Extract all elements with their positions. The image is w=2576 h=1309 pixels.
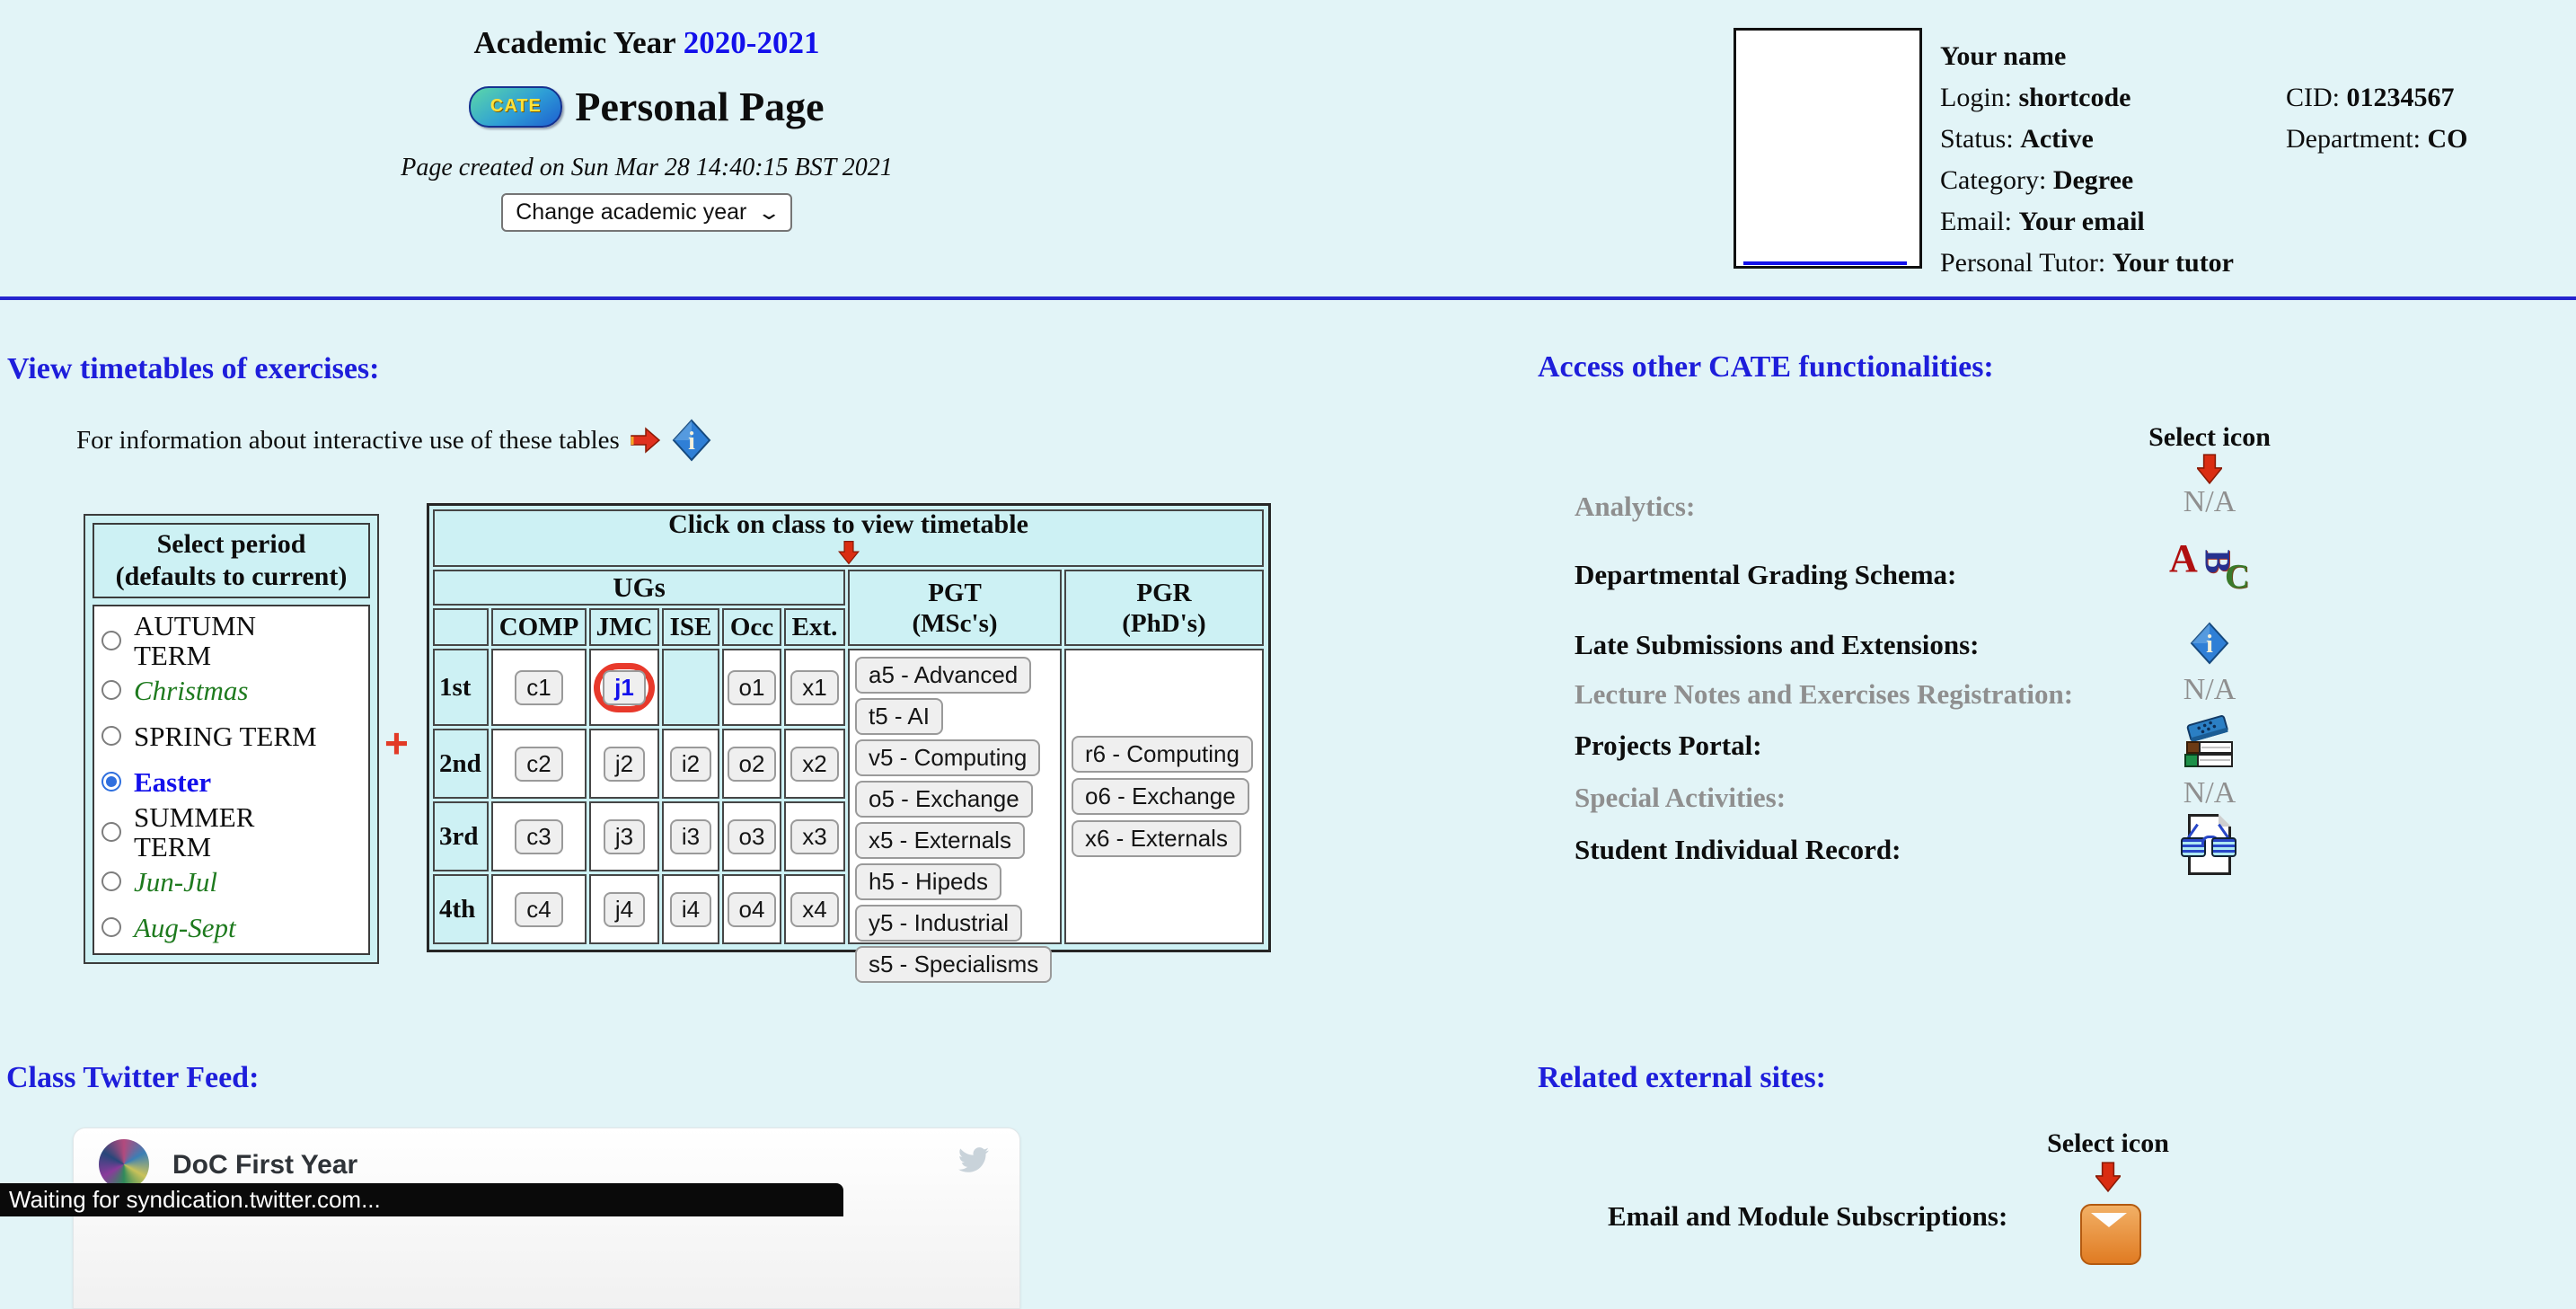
row-label-4th: 4th xyxy=(433,874,489,944)
timetable-title: Click on class to view timetable xyxy=(668,509,1028,539)
class-button-v5[interactable]: v5 - Computing xyxy=(855,739,1040,776)
photo-underline xyxy=(1743,261,1907,265)
info-diamond-icon[interactable] xyxy=(2190,622,2229,665)
abc-letter-a: A xyxy=(2169,536,2198,580)
category-value: Degree xyxy=(2052,165,2134,195)
select-period-title-line1: Select period xyxy=(156,529,306,559)
class-button-j1[interactable]: j1 xyxy=(603,670,646,705)
period-option-easter[interactable] xyxy=(101,763,361,800)
class-button-i2[interactable]: i2 xyxy=(670,747,711,782)
func-label-lecture-notes: Lecture Notes and Exercises Registration: xyxy=(1575,678,2074,710)
option-label: SUMMER xyxy=(134,800,255,833)
class-cell xyxy=(491,649,587,726)
class-button-o6[interactable]: o6 - Exchange xyxy=(1072,778,1249,815)
class-button-j4[interactable]: j4 xyxy=(604,892,645,927)
class-button-o2[interactable]: o2 xyxy=(728,747,777,782)
class-button-s5[interactable]: s5 - Specialisms xyxy=(855,946,1052,983)
books-stack-icon[interactable] xyxy=(2182,713,2237,776)
option-label: TERM xyxy=(134,639,212,671)
user-info-block xyxy=(1940,36,2569,284)
change-academic-year-value: Change academic year xyxy=(516,199,747,225)
red-down-arrow-icon xyxy=(835,540,862,565)
academic-year-line xyxy=(251,25,1042,61)
chevron-down-icon: ⌄ xyxy=(756,200,782,224)
option-label: AUTUMN xyxy=(134,609,257,641)
info-diamond-icon[interactable] xyxy=(672,419,711,462)
email-subscriptions-icon[interactable] xyxy=(2080,1204,2141,1265)
class-cell xyxy=(491,874,587,944)
change-academic-year-select[interactable] xyxy=(501,193,792,232)
class-cell xyxy=(662,801,719,871)
option-label: TERM xyxy=(134,830,212,862)
pgr-header-line1: PGR xyxy=(1136,578,1192,607)
row-label-2nd: 2nd xyxy=(433,729,489,799)
twitter-feed-heading: Class Twitter Feed: xyxy=(6,1061,260,1094)
option-label: Jun-Jul xyxy=(134,865,217,898)
red-right-arrow-icon xyxy=(629,426,663,455)
user-photo-placeholder xyxy=(1734,28,1922,269)
record-glasses-icon[interactable] xyxy=(2181,814,2238,879)
category-label: Category: xyxy=(1940,165,2047,195)
class-button-j2[interactable]: j2 xyxy=(604,747,645,782)
col-header-jmc: JMC xyxy=(589,608,659,646)
func-label-grading-schema: Departmental Grading Schema: xyxy=(1575,559,1957,590)
red-down-arrow-icon xyxy=(2197,453,2222,485)
abc-letter-c: C xyxy=(2225,558,2250,596)
select-period-title-line2: (defaults to current) xyxy=(115,562,348,591)
tutor-label: Personal Tutor: xyxy=(1940,248,2106,278)
class-button-x1[interactable]: x1 xyxy=(790,670,838,705)
login-label: Login: xyxy=(1940,83,2012,112)
info-letter: i xyxy=(687,428,695,455)
tutor-value: Your tutor xyxy=(2112,248,2234,278)
option-label: Christmas xyxy=(134,674,249,706)
radio-christmas[interactable] xyxy=(101,680,121,700)
period-option-christmas[interactable] xyxy=(101,671,361,709)
external-sites-heading: Related external sites: xyxy=(1538,1061,1827,1094)
twitter-account-name[interactable]: DoC First Year xyxy=(172,1150,358,1180)
status-bar-text: Waiting for syndication.twitter.com... xyxy=(9,1186,381,1213)
email-value: Your email xyxy=(2018,207,2145,236)
col-header-ise: ISE xyxy=(662,608,719,646)
highlight-ring xyxy=(594,663,655,712)
tables-info-line xyxy=(76,419,711,462)
period-option-jun-jul[interactable] xyxy=(101,862,361,900)
period-option-autumn-term[interactable] xyxy=(101,609,361,671)
cid-value: 01234567 xyxy=(2346,83,2455,112)
class-cell xyxy=(722,649,781,726)
tables-info-text: For information about interactive use of these tables xyxy=(76,425,620,455)
period-option-spring-term[interactable] xyxy=(101,717,361,755)
func-label-special-activities: Special Activities: xyxy=(1575,782,1786,813)
class-button-i4[interactable]: i4 xyxy=(670,892,711,927)
twitter-avatar[interactable] xyxy=(99,1139,149,1190)
abc-letter-b: B xyxy=(2197,549,2238,574)
radio-aug-sept[interactable] xyxy=(101,917,121,937)
corner-blank-cell xyxy=(433,608,489,646)
red-down-arrow-icon xyxy=(2095,1161,2121,1193)
radio-jun-jul[interactable] xyxy=(101,871,121,891)
class-cell xyxy=(662,729,719,799)
pgt-header xyxy=(848,570,1062,646)
class-cell xyxy=(662,874,719,944)
class-button-x6[interactable]: x6 - Externals xyxy=(1072,820,1241,857)
class-button-x2[interactable]: x2 xyxy=(790,747,838,782)
col-header-ext: Ext. xyxy=(784,608,845,646)
row-label-1st: 1st xyxy=(433,649,489,726)
select-period-box xyxy=(84,514,379,964)
class-button-o3[interactable]: o3 xyxy=(728,819,777,854)
select-icon-label: Select icon xyxy=(2047,1128,2169,1158)
col-header-occ: Occ xyxy=(722,608,781,646)
radio-spring-term[interactable] xyxy=(101,726,121,746)
class-button-y5[interactable]: y5 - Industrial xyxy=(855,905,1022,942)
class-button-h5[interactable]: h5 - Hipeds xyxy=(855,863,1001,900)
plus-sign: + xyxy=(384,720,409,766)
class-button-x4[interactable]: x4 xyxy=(790,892,838,927)
pgr-header-line2: (PhD's) xyxy=(1122,608,1206,638)
func-label-late-submissions: Late Submissions and Extensions: xyxy=(1575,629,1980,660)
cid-label: CID: xyxy=(2286,83,2340,112)
page-header xyxy=(251,25,1042,232)
pgt-buttons-cell xyxy=(848,649,1062,977)
status-value: Active xyxy=(2020,124,2094,154)
col-header-comp: COMP xyxy=(491,608,587,646)
class-button-c1[interactable]: c1 xyxy=(515,670,562,705)
func-label-analytics: Analytics: xyxy=(1575,491,1696,522)
func-value-special-activities: N/A xyxy=(2183,776,2236,809)
class-button-x3[interactable]: x3 xyxy=(790,819,838,854)
browser-status-bar xyxy=(0,1183,843,1216)
option-label: Aug-Sept xyxy=(134,911,236,943)
ugs-header: UGs xyxy=(433,570,845,606)
pgt-header-line2: (MSc's) xyxy=(912,608,998,638)
twitter-bird-icon[interactable] xyxy=(958,1146,989,1173)
academic-year-value[interactable]: 2020-2021 xyxy=(683,25,820,60)
cate-logo-text: CATE xyxy=(490,96,542,116)
class-button-o4[interactable]: o4 xyxy=(728,892,777,927)
func-value-analytics: N/A xyxy=(2183,485,2236,518)
class-cell xyxy=(784,729,845,799)
select-icon-label: Select icon xyxy=(2148,422,2271,452)
class-cell xyxy=(784,874,845,944)
empty-class-cell xyxy=(662,649,719,726)
login-value: shortcode xyxy=(2018,83,2131,112)
class-cell xyxy=(589,801,659,871)
radio-summer-term[interactable] xyxy=(101,822,121,842)
class-button-o1[interactable]: o1 xyxy=(728,670,777,705)
class-button-t5[interactable]: t5 - AI xyxy=(855,698,943,735)
page-created-line: Page created on Sun Mar 28 14:40:15 BST 2021 xyxy=(401,154,893,181)
class-cell xyxy=(589,874,659,944)
timetables-heading: View timetables of exercises: xyxy=(7,352,380,385)
func-label-student-record: Student Individual Record: xyxy=(1575,834,1901,865)
academic-year-label: Academic Year xyxy=(473,25,676,60)
pgt-header-line1: PGT xyxy=(928,578,982,607)
func-value-lecture-notes: N/A xyxy=(2183,673,2236,706)
grading-abc-icon[interactable] xyxy=(2169,536,2250,597)
page-title: Personal Page xyxy=(575,84,825,129)
class-button-c4[interactable]: c4 xyxy=(515,892,562,927)
radio-autumn-term[interactable] xyxy=(101,631,121,650)
class-button-x5[interactable]: x5 - Externals xyxy=(855,822,1025,859)
option-label: Easter xyxy=(134,765,212,798)
twitter-widget-card xyxy=(73,1128,1020,1309)
class-cell xyxy=(491,729,587,799)
option-label: SPRING TERM xyxy=(134,720,317,752)
class-button-j3[interactable]: j3 xyxy=(604,819,645,854)
class-button-c2[interactable]: c2 xyxy=(515,747,562,782)
status-label: Status: xyxy=(1940,124,2014,154)
class-cell xyxy=(784,649,845,726)
class-button-c3[interactable]: c3 xyxy=(515,819,562,854)
class-timetable-table xyxy=(427,503,1271,977)
email-label: Email: xyxy=(1940,207,2012,236)
func-label-projects-portal: Projects Portal: xyxy=(1575,730,1762,761)
class-button-i3[interactable]: i3 xyxy=(670,819,711,854)
period-options-list xyxy=(93,605,370,955)
header-divider xyxy=(0,296,2576,300)
class-button-o5[interactable]: o5 - Exchange xyxy=(855,781,1033,818)
class-cell xyxy=(722,801,781,871)
department-label: Department: xyxy=(2286,124,2421,154)
class-cell xyxy=(589,729,659,799)
user-name: Your name xyxy=(1940,41,2067,71)
row-label-3rd: 3rd xyxy=(433,801,489,871)
select-period-title xyxy=(93,523,370,598)
class-cell xyxy=(722,729,781,799)
info-letter: i xyxy=(2206,631,2213,659)
class-button-a5[interactable]: a5 - Advanced xyxy=(855,657,1031,694)
class-cell xyxy=(491,801,587,871)
email-subscriptions-label: Email and Module Subscriptions: xyxy=(1608,1200,2008,1232)
functionalities-heading: Access other CATE functionalities: xyxy=(1538,350,1994,384)
class-button-r6[interactable]: r6 - Computing xyxy=(1072,736,1253,773)
period-option-aug-sept[interactable] xyxy=(101,908,361,946)
radio-easter-selected[interactable] xyxy=(101,772,121,792)
pgr-buttons-cell xyxy=(1064,649,1264,944)
department-value: CO xyxy=(2427,124,2468,154)
pgr-header xyxy=(1064,570,1264,646)
class-cell xyxy=(784,801,845,871)
period-option-summer-term[interactable] xyxy=(101,800,361,862)
cate-logo-icon[interactable] xyxy=(469,86,562,128)
class-cell xyxy=(722,874,781,944)
class-cell xyxy=(589,649,659,726)
timetable-title-cell xyxy=(433,509,1264,567)
